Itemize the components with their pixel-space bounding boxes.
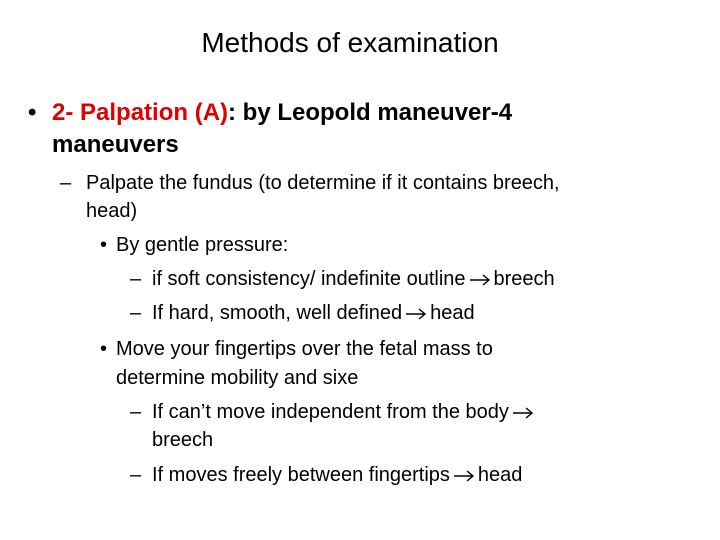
item-text: If can’t move independent from the body bbox=[152, 401, 509, 423]
dash-marker: – bbox=[130, 268, 142, 290]
soft-consistency-item bbox=[152, 265, 555, 293]
bullet-palpation-line2: maneuvers bbox=[52, 131, 179, 158]
bullet-marker: • bbox=[100, 234, 108, 256]
right-arrow-icon bbox=[469, 274, 491, 286]
palpation-highlight: Palpation (A) bbox=[80, 99, 229, 126]
palpate-fundus-text: Palpate the fundus (to determine if it contains breech, bbox=[86, 172, 560, 194]
moves-freely-item bbox=[152, 461, 522, 489]
dash-marker: – bbox=[130, 302, 142, 324]
item-text: If hard, smooth, well defined bbox=[152, 302, 403, 324]
bullet-palpation bbox=[52, 97, 512, 129]
item-result: breech bbox=[493, 268, 555, 290]
right-arrow-icon bbox=[405, 308, 427, 320]
cant-move-result: breech bbox=[152, 429, 214, 451]
bullet-rest: : by Leopold maneuver-4 bbox=[228, 99, 513, 126]
right-arrow-icon bbox=[453, 470, 475, 482]
slide-title: Methods of examination bbox=[201, 27, 499, 58]
gentle-pressure-text: By gentle pressure: bbox=[116, 234, 289, 256]
item-result: head bbox=[430, 302, 475, 324]
bullet-marker: • bbox=[28, 99, 37, 126]
item-result: head bbox=[477, 464, 523, 486]
move-fingertips-line2: determine mobility and sixe bbox=[116, 367, 359, 389]
dash-marker: – bbox=[60, 172, 72, 194]
right-arrow-icon bbox=[512, 407, 534, 419]
dash-marker: – bbox=[130, 401, 142, 423]
bullet-number: 2- bbox=[52, 99, 81, 126]
cant-move-item bbox=[152, 398, 537, 426]
item-text: If moves freely between fingertips bbox=[152, 464, 450, 486]
dash-marker: – bbox=[130, 464, 142, 486]
palpate-fundus-line2: head) bbox=[86, 200, 138, 222]
hard-smooth-item bbox=[152, 299, 475, 327]
item-text: if soft consistency/ indefinite outline bbox=[152, 268, 466, 290]
move-fingertips-text: Move your fingertips over the fetal mass to bbox=[116, 338, 493, 360]
bullet-marker: • bbox=[100, 338, 108, 360]
